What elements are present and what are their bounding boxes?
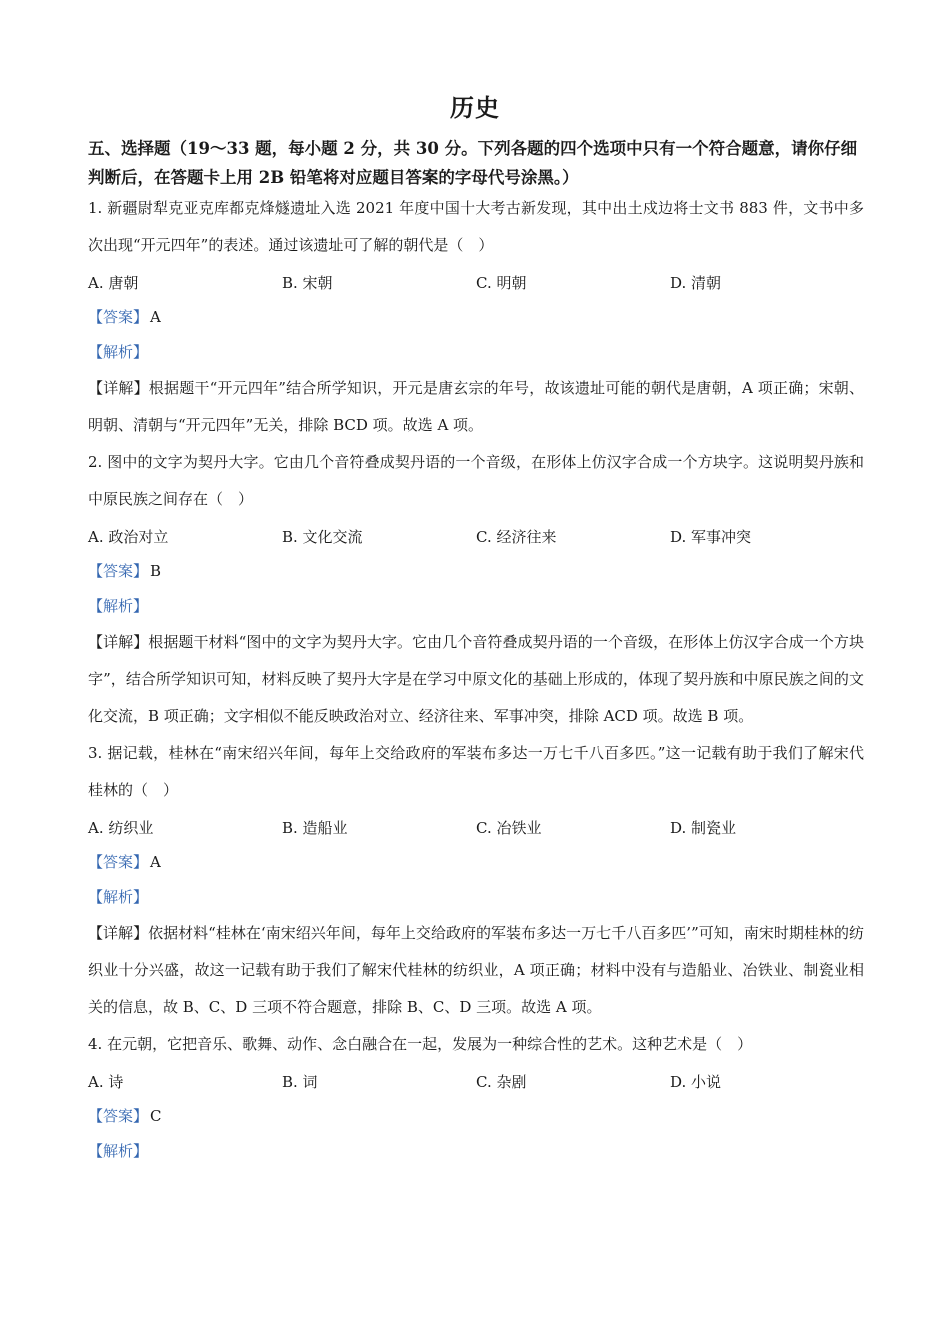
analysis-label: 【解析】	[88, 597, 149, 615]
section-heading: 五、选择题（19～33 题，每小题 2 分，共 30 分。下列各题的四个选项中只有一个符合题意，请你仔细判断后，在答题卡上用 2B 铅笔将对应题目答案的字母代号涂黑。）	[88, 139, 858, 187]
detail-text: 根据题干“开元四年”结合所学知识，开元是唐玄宗的年号，故该遗址可能的朝代是唐朝，A 项正确；宋朝、明朝、清朝与“开元四年”无关，排除 BCD 项。故选 A 项。	[88, 379, 864, 434]
detail-text: 根据题干材料“图中的文字为契丹大字。它由几个音符叠成契丹语的一个音级，在形体上仿汉字合成一个方块字”，结合所学知识可知，材料反映了契丹大字是在学习中原文化的基础上形成的，体现了契丹族和中原民族之间的文化交流，B 项正确；文字相似不能反映政治对立、经济往来、军事冲突，排除 ACD 项。故选 B 项。	[88, 633, 864, 725]
question-3	[88, 735, 864, 1026]
answer-line	[88, 845, 864, 880]
analysis-line	[88, 335, 864, 370]
option-b: B. 宋朝	[282, 273, 333, 292]
option-d: D. 清朝	[670, 273, 722, 292]
analysis-line	[88, 880, 864, 915]
question-list	[88, 190, 864, 1169]
option-row	[88, 1063, 864, 1099]
question-stem: 4. 在元朝，它把音乐、歌舞、动作、念白融合在一起，发展为一种综合性的艺术。这种艺术是（ ）	[88, 1035, 753, 1053]
option-c: C. 经济往来	[476, 527, 557, 546]
analysis-line	[88, 589, 864, 624]
answer-label: 【答案】	[88, 308, 149, 326]
option-c: C. 冶铁业	[476, 818, 542, 837]
answer-line	[88, 300, 864, 335]
question-1	[88, 190, 864, 444]
option-b: B. 造船业	[282, 818, 348, 837]
option-d: D. 制瓷业	[670, 818, 737, 837]
option-row	[88, 809, 864, 845]
answer-line	[88, 1099, 864, 1134]
option-b: B. 词	[282, 1072, 318, 1091]
option-a: A. 诗	[88, 1072, 124, 1091]
page-title: 历史	[450, 93, 500, 122]
answer-value: A	[150, 308, 161, 326]
option-row	[88, 518, 864, 554]
detail-text: 依据材料“桂林在‘南宋绍兴年间，每年上交给政府的军装布多达一万七千八百多匹’”可知，南宋时期桂林的纺织业十分兴盛，故这一记载有助于我们了解宋代桂林的纺织业，A 项正确；材料中没有与造船业、冶铁业、制瓷业相关的信息，故 B、C、D 三项不符合题意，排除 B、C、D 三项。故选 A 项。	[88, 924, 864, 1016]
option-row	[88, 264, 864, 300]
question-2	[88, 444, 864, 735]
analysis-label: 【解析】	[88, 343, 149, 361]
question-stem: 3. 据记载，桂林在“南宋绍兴年间，每年上交给政府的军装布多达一万七千八百多匹。”这一记载有助于我们了解宋代桂林的（ ）	[88, 744, 864, 799]
option-c: C. 杂剧	[476, 1072, 527, 1091]
answer-label: 【答案】	[88, 1107, 149, 1125]
answer-label: 【答案】	[88, 562, 149, 580]
answer-value: A	[150, 853, 161, 871]
analysis-line	[88, 1134, 864, 1169]
analysis-label: 【解析】	[88, 888, 149, 906]
analysis-label: 【解析】	[88, 1142, 149, 1160]
option-b: B. 文化交流	[282, 527, 363, 546]
detail-label: 【详解】	[88, 379, 149, 397]
option-a: A. 政治对立	[88, 527, 169, 546]
option-c: C. 明朝	[476, 273, 527, 292]
detail-label: 【详解】	[88, 924, 149, 942]
detail-paragraph	[88, 915, 864, 1026]
answer-value: B	[150, 562, 162, 580]
option-d: D. 军事冲突	[670, 527, 752, 546]
question-stem: 1. 新疆尉犁克亚克库都克烽燧遗址入选 2021 年度中国十大考古新发现，其中出土戍边将士文书 883 件，文书中多次出现“开元四年”的表述。通过该遗址可了解的朝代是（ ）	[88, 199, 864, 254]
detail-label: 【详解】	[88, 633, 149, 651]
question-stem: 2. 图中的文字为契丹大字。它由几个音符叠成契丹语的一个音级，在形体上仿汉字合成一个方块字。这说明契丹族和中原民族之间存在（ ）	[88, 453, 864, 508]
detail-paragraph	[88, 370, 864, 444]
answer-label: 【答案】	[88, 853, 149, 871]
option-a: A. 纺织业	[88, 818, 154, 837]
detail-paragraph	[88, 624, 864, 735]
answer-value: C	[150, 1107, 162, 1125]
answer-line	[88, 554, 864, 589]
question-4	[88, 1026, 864, 1169]
option-a: A. 唐朝	[88, 273, 139, 292]
option-d: D. 小说	[670, 1072, 722, 1091]
